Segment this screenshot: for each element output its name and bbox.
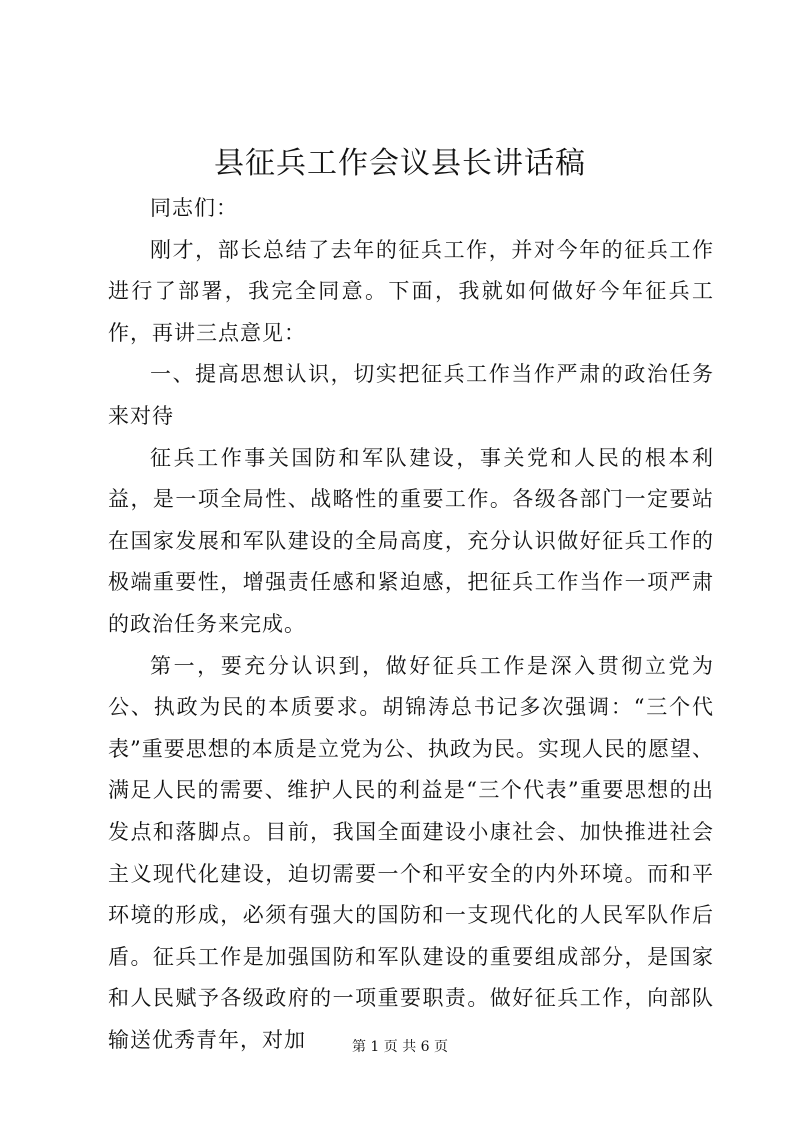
paragraph-section-1-body: 征兵工作事关国防和军队建设，事关党和人民的根本利益，是一项全局性、战略性的重要工作。各级各部门一定要站在国家发展和军队建设的全局高度，充分认识做好征兵工作的极端重要性，增强责任感和紧迫感，把征兵工作当作一项严肃的政治任务来完成。: [108, 445, 714, 636]
page-footer: 第 1 页 共 6 页: [351, 1039, 449, 1055]
paragraph-salutation: 同志们：: [150, 196, 238, 220]
section-heading-1: 一、提高思想认识，切实把征兵工作当作严肃的政治任务来对待: [108, 362, 714, 428]
paragraph-point-1: 第一，要充分认识到，做好征兵工作是深入贯彻立党为公、执政为民的本质要求。胡锦涛总书记多次强调：“三个代表”重要思想的本质是立党为公、执政为民。实现人民的愿望、满足人民的需要、维护人民的利益是“三个代表”重要思想的出发点和落脚点。目前，我国全面建设小康社会、加快推进社会主义现代化建设，迫切需要一个和平安全的内外环境。而和平环境的形成，必须有强大的国防和一支现代化的人民军队作后盾。征兵工作是加强国防和军队建设的重要组成部分，是国家和人民赋予各级政府的一项重要职责。做好征兵工作，向部队输送优秀青年，对加: [108, 653, 714, 1052]
document-body: [108, 188, 714, 1061]
paragraph-intro: 刚才，部长总结了去年的征兵工作，并对今年的征兵工作进行了部署，我完全同意。下面，我就如何做好今年征兵工作，再讲三点意见：: [108, 237, 714, 345]
document-title: 县征兵工作会议县长讲话稿: [214, 146, 586, 181]
